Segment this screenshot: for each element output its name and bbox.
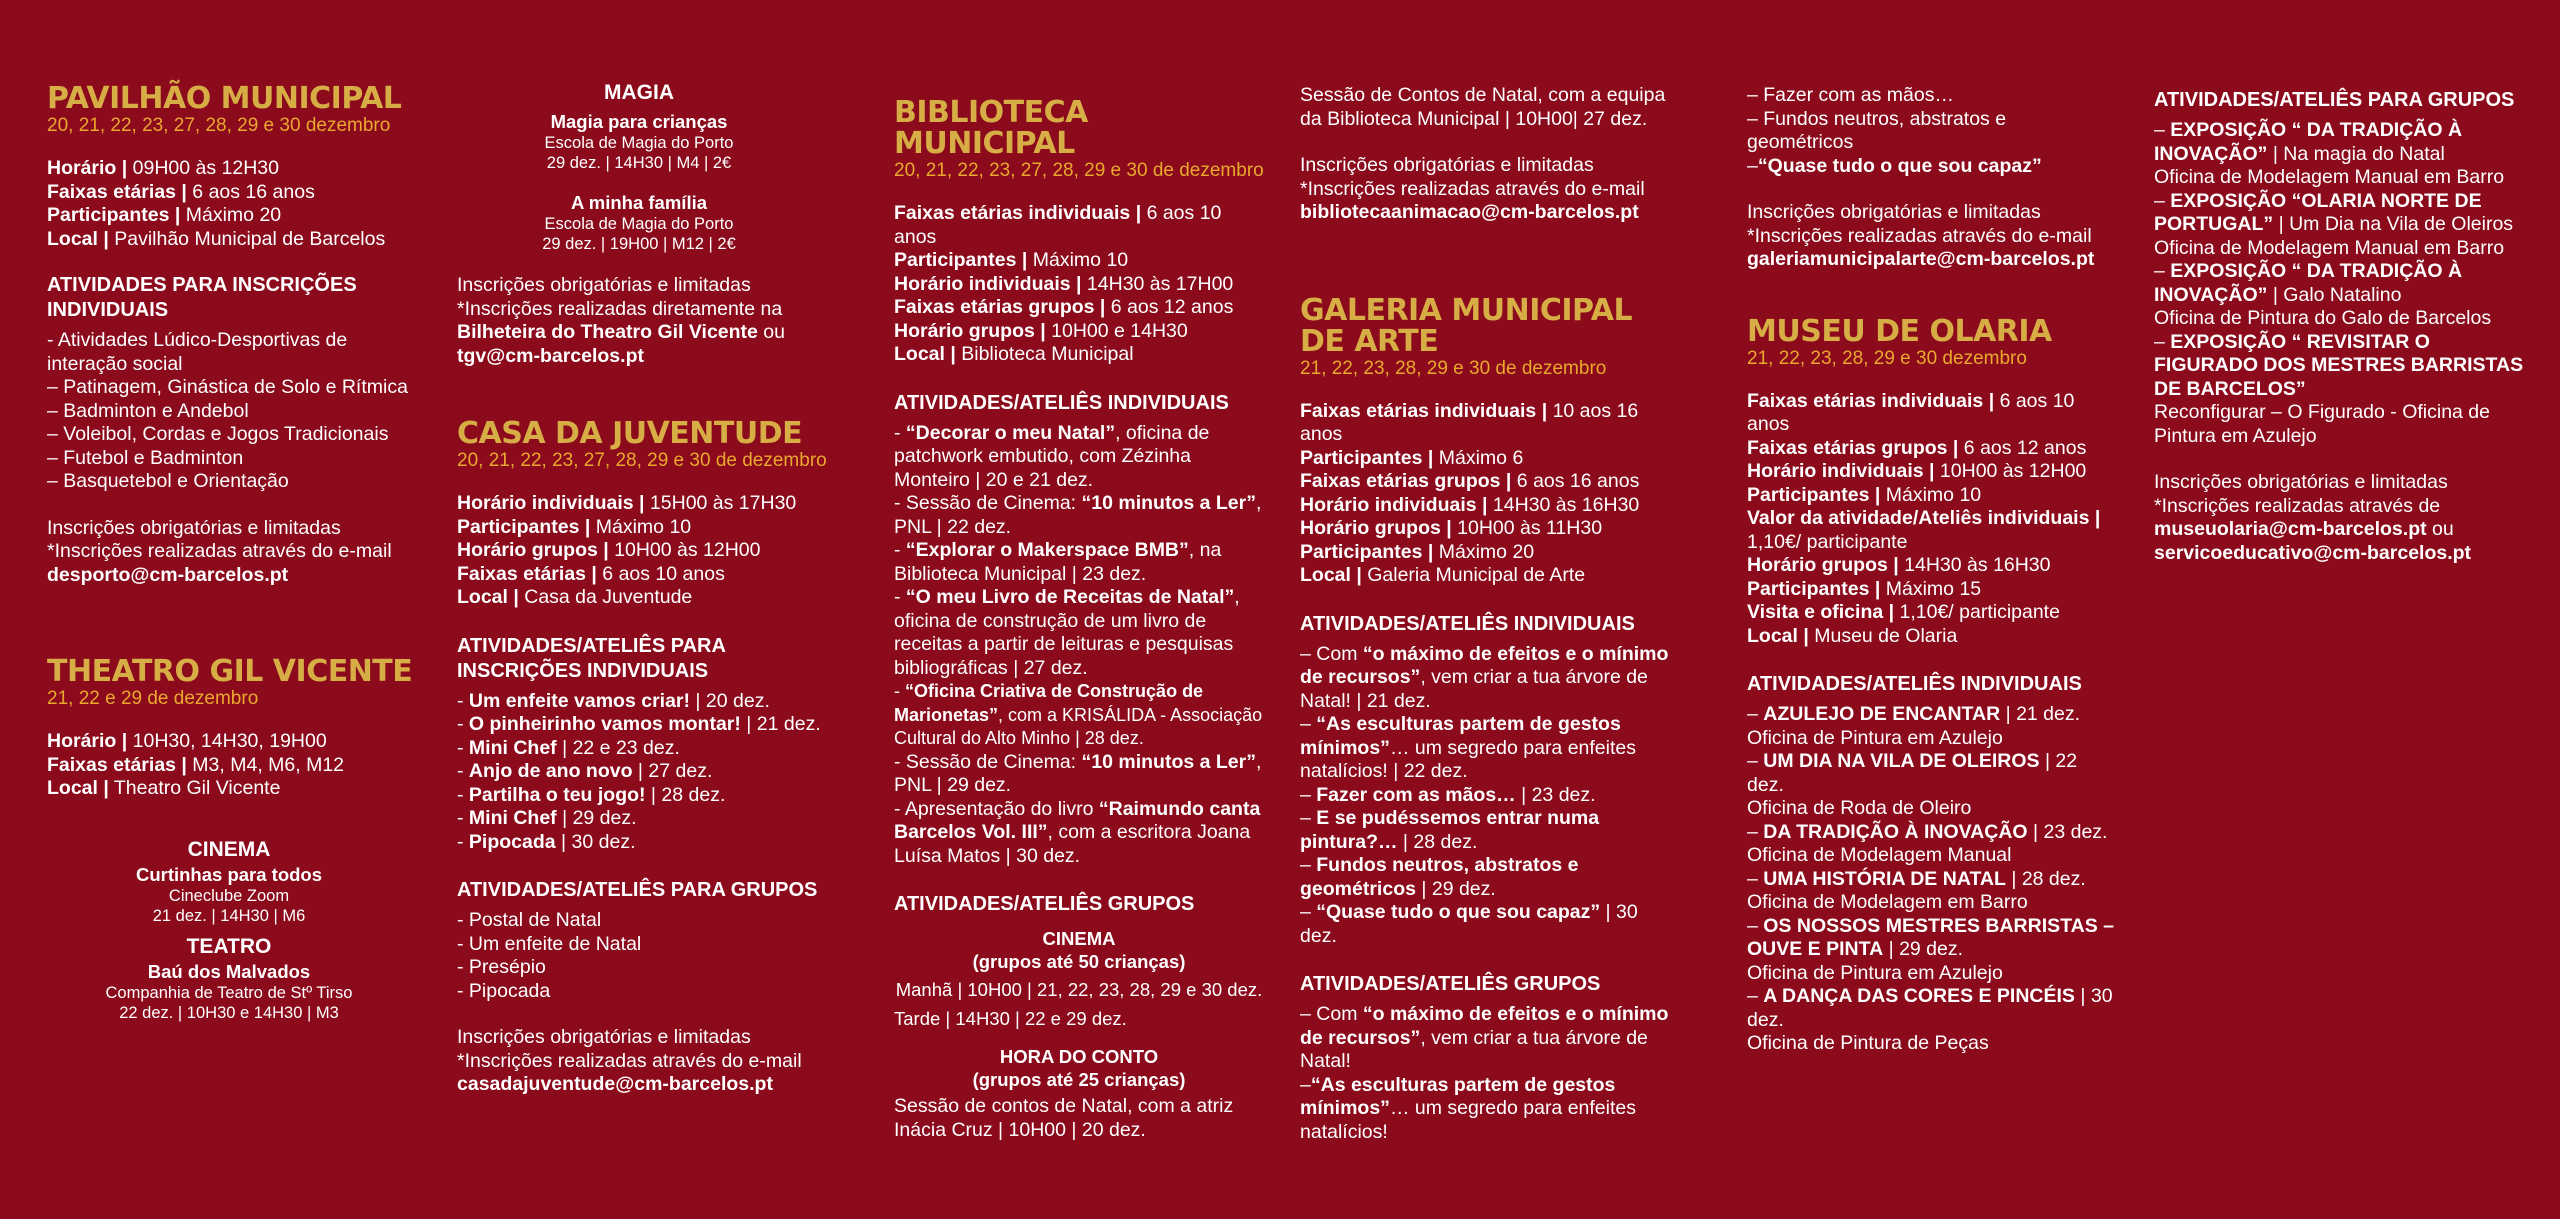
info-line: Horário individuais | 10H00 às 12H00 [1747,460,2087,482]
venue-dates-pavilhao: 20, 21, 22, 23, 27, 28, 29 e 30 dezembro [47,115,391,136]
list-item: – Basquetebol e Orientação [47,470,289,492]
activity-list [47,329,417,494]
cinema-line: Manhã | 10H00 | 21, 22, 23, 28, 29 e 30 dez. [895,979,1263,1000]
venue-info-casa [457,492,832,610]
magia-show: Magia para crianças [550,111,728,132]
list-item: - Um enfeite de Natal [457,932,642,955]
cinema-sub: (grupos até 50 crianças) [972,951,1186,972]
venue-title-biblioteca: BIBLIOTECA MUNICIPAL [894,95,1088,161]
list-item: - Postal de Natal [457,909,602,931]
registration-note: *Inscrições realizadas através do e-mail [1300,177,1645,200]
list-item: – EXPOSIÇÃO “ DA TRADIÇÃO À INOVAÇÃO” | Galo Natalino Oficina de Pintura do Galo de Barcelos [2154,260,2492,329]
info-line: Valor da atividade/Ateliês individuais | 1,10€/ participante [1747,507,2101,553]
list-item: – EXPOSIÇÃO “ REVISITAR O FIGURADO DOS MESTRES BARRISTAS DE BARCELOS” Reconfigurar – O Figurado - Oficina de Pintura em Azulejo [2154,330,2524,447]
list-item: – DA TRADIÇÃO À INOVAÇÃO | 23 dez. Oficina de Modelagem Manual [1747,820,2108,866]
venue-title-galeria: GALERIA MUNICIPAL DE ARTE [1300,292,1633,359]
list-item: – Com “o máximo de efeitos e o mínimo de recursos”, vem criar a tua árvore de Natal! | 21 dez. [1300,642,1669,712]
list-item: – Voleibol, Cordas e Jogos Tradicionais [47,423,389,445]
info-line: Horário | 09H00 às 12H30 [47,157,279,179]
list-item: – “Quase tudo o que sou capaz” | 30 dez. [1300,901,1638,947]
list-item: – E se pudéssemos entrar numa pintura?… | 28 dez. [1300,807,1600,853]
registration-note: *Inscrições realizadas diretamente na Bilheteira do Theatro Gil Vicente ou [457,297,785,343]
column-galeria [1300,84,1675,1144]
venue-title-teatro: THEATRO GIL VICENTE [47,654,413,689]
list-item: - Sessão de Cinema: “10 minutos a Ler”, PNL | 22 dez. [894,492,1262,538]
cinema-block [894,927,1264,1002]
venue-info-pavilhao [47,157,417,251]
list-item: – OS NOSSOS MESTRES BARRISTAS – OUVE E PINTA | 29 dez. Oficina de Pintura em Azulejo [1747,914,2114,984]
list-item: - Pipocada [457,979,551,1002]
section-title: ATIVIDADES/ATELIÊS INDIVIDUAIS [894,391,1229,414]
info-line: Faixas etárias | 6 aos 16 anos [47,180,315,203]
list-item: – A DANÇA DAS CORES E PINCÉIS | 30 dez. Oficina de Pintura de Peças [1747,985,2113,1054]
list-item: - “O meu Livro de Receitas de Natal”, oficina de construção de um livro de receitas a partir de leituras e pesquisas bibliográficas | 27 dez. [894,586,1240,679]
info-line: Participantes | Máximo 10 [457,515,692,538]
list-item: - Mini Chef | 29 dez. [457,807,637,829]
email-link[interactable]: servicoeducativo@cm-barcelos.pt [2154,541,2472,564]
cinema-org: Cineclube Zoom [168,886,290,905]
column-museu-groups [2154,62,2529,565]
info-line: Faixas etárias grupos | 6 aos 12 anos [894,296,1234,318]
venue-dates-biblioteca: 20, 21, 22, 23, 27, 28, 29 e 30 de dezembro [894,160,1264,181]
hora-title: HORA DO CONTO [999,1046,1159,1067]
email-or: ou [2426,518,2454,540]
list-item: - Um enfeite vamos criar! | 20 dez. [457,689,770,712]
info-line: Faixas etárias grupos | 6 aos 16 anos [1300,470,1640,492]
group-list [1300,1003,1675,1144]
info-line: Faixas etárias | 6 aos 10 anos [457,562,725,585]
familia-show: A minha família [570,192,708,213]
email-link[interactable]: casadajuventude@cm-barcelos.pt [457,1073,773,1095]
activity-list [457,690,832,855]
info-line: Participantes | Máximo 20 [47,204,282,226]
list-item: – Patinagem, Ginástica de Solo e Rítmica [47,376,408,398]
venue-info-museu [1747,390,2117,649]
venue-info-teatro [47,730,417,801]
list-item: - Anjo de ano novo | 27 dez. [457,760,713,782]
cinema-title: CINEMA [1042,928,1116,949]
list-item: – AZULEJO DE ENCANTAR | 21 dez. Oficina de Pintura em Azulejo [1747,703,2081,749]
list-item: – “As esculturas partem de gestos mínimos”… um segredo para enfeites natalícios! | 22 dez. [1300,713,1636,782]
familia-when: 29 dez. | 19H00 | M12 | 2€ [542,235,736,253]
registration-note: *Inscrições realizadas através do e-mail [1747,224,2092,247]
section-title: ATIVIDADES/ATELIÊS PARA GRUPOS [457,879,818,901]
info-line: Horário grupos | 10H00 e 14H30 [894,319,1188,342]
list-item: - “Oficina Criativa de Construção de Marionetas”, com a KRISÁLIDA - Associação Cultural do Alto Minho | 28 dez. [894,681,1263,748]
registration-note: *Inscrições realizadas através do e-mail desporto@cm-barcelos.pt [47,540,392,586]
hora-text: Sessão de Contos de Natal, com a equipa da Biblioteca Municipal | 10H00| 27 dez. [1300,84,1666,130]
list-item: – Fundos neutros, abstratos e geométricos [1747,107,2007,153]
email-link[interactable]: desporto@cm-barcelos.pt [47,563,289,586]
registration-text: Inscrições obrigatórias e limitadas [1300,154,1594,176]
email-link[interactable]: galeriamunicipalarte@cm-barcelos.pt [1747,248,2095,270]
hora-block [894,1045,1264,1091]
info-line: Horário grupos | 10H00 às 12H00 [457,539,761,561]
list-item: – Fundos neutros, abstratos e geométricos | 29 dez. [1300,854,1579,900]
section-title: ATIVIDADES PARA INSCRIÇÕES INDIVIDUAIS [47,274,357,321]
list-item: - Presépio [457,956,546,978]
info-line: Local | Museu de Olaria [1747,624,1958,647]
list-item: - Pipocada | 30 dez. [457,830,636,853]
list-item: - Atividades Lúdico-Desportivas de interação social [47,329,348,375]
magia-block [457,80,821,254]
list-item: – Badminton e Andebol [47,399,249,422]
teatro-when: 22 dez. | 10H30 e 14H30 | M3 [119,1003,339,1022]
list-item: - Partilha o teu jogo! | 28 dez. [457,783,726,806]
list-item: - Apresentação do livro “Raimundo canta Barcelos Vol. III”, com a escritora Joana Luísa Matos | 30 dez. [894,797,1261,867]
cinema-when: 21 dez. | 14H30 | M6 [152,906,306,925]
info-line: Participantes | Máximo 10 [894,249,1129,271]
info-line: Local | Biblioteca Municipal [894,343,1134,365]
venue-title-pavilhao: PAVILHÃO MUNICIPAL [47,81,402,116]
hora-sub: (grupos até 25 crianças) [972,1069,1186,1090]
info-line: Local | Theatro Gil Vicente [47,777,281,799]
cinema-line: Tarde | 14H30 | 22 e 29 dez. [894,1008,1127,1029]
cinema-title: CINEMA [187,837,271,861]
registration-text: Inscrições obrigatórias e limitadas [457,1026,751,1048]
info-line: Participantes | Máximo 15 [1747,577,1982,600]
list-item: –“Quase tudo o que sou capaz” [1747,154,2042,177]
info-line: Faixas etárias individuais | 10 aos 16 anos [1300,399,1639,445]
email-link[interactable]: museuolaria@cm-barcelos.pt [2154,518,2427,540]
venue-dates-teatro: 21, 22 e 29 de dezembro [47,688,259,709]
column-pavilhao-teatro [47,83,417,1023]
registration-text: Inscrições obrigatórias e limitadas [1747,201,2041,223]
venue-dates-galeria: 21, 22, 23, 28, 29 e 30 de dezembro [1300,357,1607,379]
registration-text: Inscrições obrigatórias e limitadas [2154,471,2448,493]
info-line: Local | Pavilhão Municipal de Barcelos [47,227,386,250]
list-item: - “Explorar o Makerspace BMB”, na Biblioteca Municipal | 23 dez. [894,539,1222,585]
teatro-show: Baú dos Malvados [147,960,311,982]
column-magia-casa [457,80,832,1097]
info-line: Faixas etárias individuais | 6 aos 10 anos [894,202,1222,248]
teatro-org: Companhia de Teatro de Stº Tirso [105,983,353,1002]
info-line: Faixas etárias | M3, M4, M6, M12 [47,753,345,776]
cinema-block [47,837,411,1023]
info-line: Horário individuais | 14H30 às 16H30 [1300,493,1640,516]
activity-list [1300,643,1675,949]
magia-title: MAGIA [604,81,674,104]
section-title: ATIVIDADES/ATELIÊS GRUPOS [894,893,1195,915]
venue-info-galeria [1300,400,1675,588]
info-line: Horário individuais | 14H30 às 17H00 [894,272,1234,295]
venue-dates-museu: 21, 22, 23, 28, 29 e 30 dezembro [1747,347,2027,369]
section-title: ATIVIDADES/ATELIÊS PARA GRUPOS [2154,89,2515,111]
info-line: Local | Casa da Juventude [457,586,693,608]
info-line: Participantes | Máximo 10 [1747,483,1982,506]
list-item: –“As esculturas partem de gestos mínimos”… um segredo para enfeites natalícios! [1300,1073,1636,1143]
venue-title-museu: MUSEU DE OLARIA [1747,313,2052,349]
info-line: Faixas etárias individuais | 6 aos 10 anos [1747,389,2075,435]
registration-text: Inscrições obrigatórias e limitadas [47,516,341,539]
familia-org: Escola de Magia do Porto [544,215,734,233]
group-list [2154,119,2529,448]
magia-when: 29 dez. | 14H30 | M4 | 2€ [546,154,732,172]
teatro-title: TEATRO [186,934,272,958]
list-item: – UM DIA NA VILA DE OLEIROS | 22 dez. Oficina de Roda de Oleiro [1747,750,2078,819]
list-item: – Fazer com as mãos… | 23 dez. [1300,783,1596,806]
info-line: Visita e oficina | 1,10€/ participante [1747,601,2060,623]
venue-dates-casa: 20, 21, 22, 23, 27, 28, 29 e 30 de dezembro [457,450,827,471]
activity-list [1747,703,2117,1056]
email-link[interactable]: bibliotecaanimacao@cm-barcelos.pt [1300,201,1639,223]
info-line: Horário | 10H30, 14H30, 19H00 [47,730,327,752]
info-line: Local | Galeria Municipal de Arte [1300,564,1586,586]
section-title: ATIVIDADES/ATELIÊS INDIVIDUAIS [1300,612,1635,635]
list-item: - O pinheirinho vamos montar! | 21 dez. [457,713,821,735]
list-item: – Futebol e Badminton [47,446,244,469]
list-item: – Com “o máximo de efeitos e o mínimo de recursos”, vem criar a tua árvore de Natal! [1300,1003,1669,1072]
info-line: Horário individuais | 15H00 às 17H30 [457,492,797,514]
info-line: Participantes | Máximo 6 [1300,446,1524,469]
section-title: ATIVIDADES/ATELIÊS PARA INSCRIÇÕES INDIVIDUAIS [457,634,726,682]
column-biblioteca [894,97,1264,1142]
list-item: - “Decorar o meu Natal”, oficina de patchwork embutido, com Zézinha Monteiro | 20 e 21 dez. [894,421,1210,491]
venue-title-casa: CASA DA JUVENTUDE [457,416,803,451]
email-link[interactable]: tgv@cm-barcelos.pt [457,344,644,367]
cinema-show: Curtinhas para todos [135,863,323,885]
info-line: Horário grupos | 14H30 às 16H30 [1747,554,2051,576]
venue-info-biblioteca [894,202,1264,367]
registration-note: *Inscrições realizadas através de [2154,494,2441,517]
section-title: ATIVIDADES/ATELIÊS INDIVIDUAIS [1747,673,2082,695]
column-museu [1747,84,2117,1056]
hora-text: Sessão de contos de Natal, com a atriz Inácia Cruz | 10H00 | 20 dez. [894,1095,1234,1141]
registration-text: Inscrições obrigatórias e limitadas [457,274,751,296]
info-line: Horário grupos | 10H00 às 11H30 [1300,517,1603,539]
list-item: – UMA HISTÓRIA DE NATAL | 28 dez. Oficina de Modelagem em Barro [1747,867,2086,913]
registration-note: *Inscrições realizadas através do e-mail [457,1049,802,1072]
list-item: – EXPOSIÇÃO “OLARIA NORTE DE PORTUGAL” | Um Dia na Vila de Oleiros Oficina de Modelagem Manual em Barro [2154,189,2514,259]
list-item: - Mini Chef | 22 e 23 dez. [457,736,680,759]
info-line: Faixas etárias grupos | 6 aos 12 anos [1747,436,2087,459]
section-title: ATIVIDADES/ATELIÊS GRUPOS [1300,973,1601,995]
magia-org: Escola de Magia do Porto [544,134,734,152]
info-line: Participantes | Máximo 20 [1300,540,1535,563]
group-list [457,909,832,1003]
list-item: - Sessão de Cinema: “10 minutos a Ler”, PNL | 29 dez. [894,750,1262,796]
list-item: – EXPOSIÇÃO “ DA TRADIÇÃO À INOVAÇÃO” | Na magia do Natal Oficina de Modelagem Manual em Barro [2154,119,2505,188]
list-item: – Fazer com as mãos… [1747,84,1954,106]
activity-list [894,422,1264,869]
